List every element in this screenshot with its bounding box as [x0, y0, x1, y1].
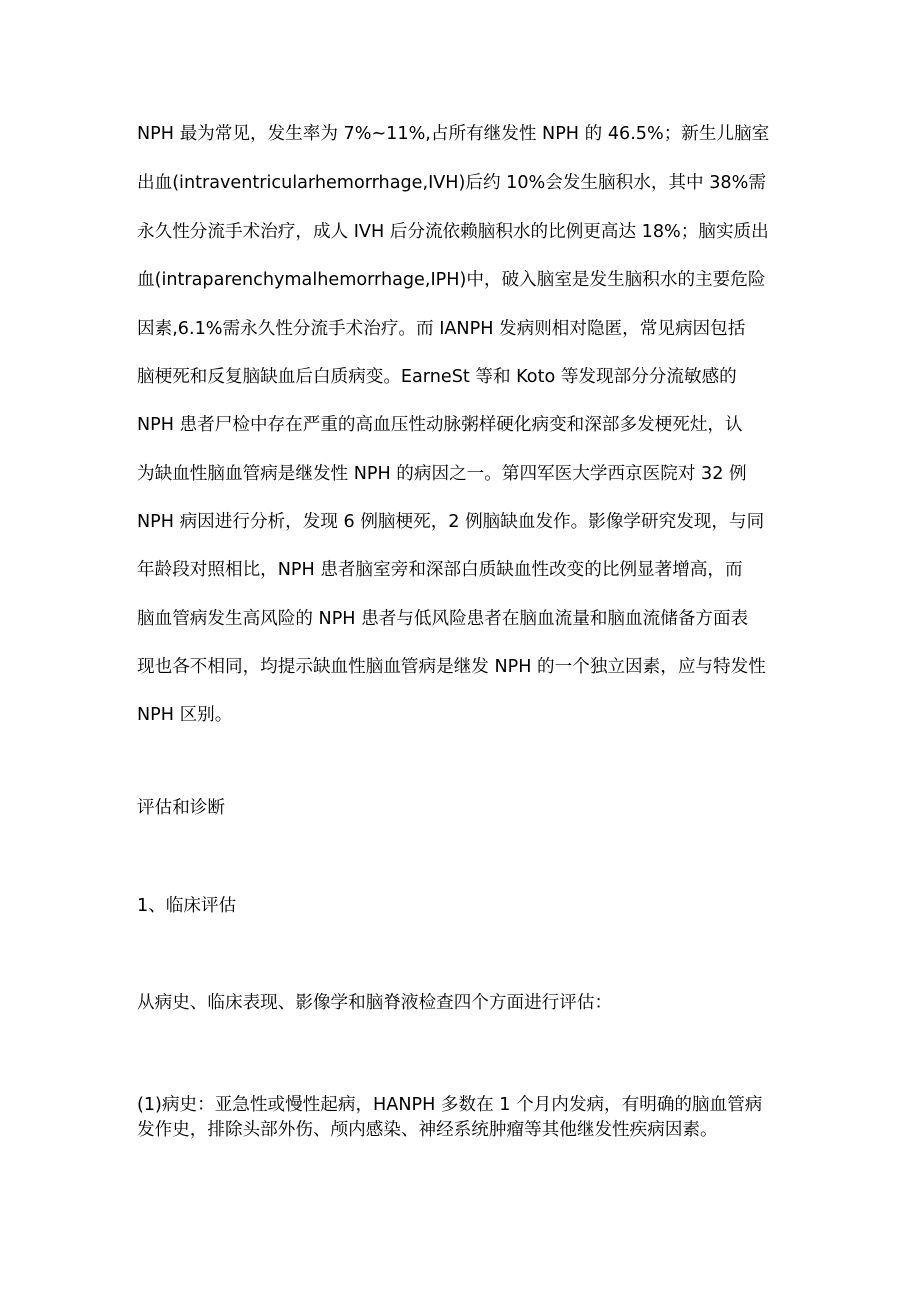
- paragraph-line: 年龄段对照相比，NPH 患者脑室旁和深部白质缺血性改变的比例显著增高，而: [137, 560, 743, 580]
- paragraph-line: 因素,6.1%需永久性分流手术治疗。而 IANPH 发病则相对隐匿，常见病因包括: [137, 319, 746, 339]
- paragraph-line: 脑梗死和反复脑缺血后白质病变。EarneSt 等和 Koto 等发现部分分流敏感的: [137, 367, 737, 387]
- list-item-line: (1)病史：亚急性或慢性起病，HANPH 多数在 1 个月内发病，有明确的脑血管病: [137, 1095, 763, 1115]
- list-item-line: 发作史，排除头部外伤、颅内感染、神经系统肿瘤等其他继发性疾病因素。: [137, 1120, 718, 1140]
- paragraph-line: NPH 病因进行分析，发现 6 例脑梗死，2 例脑缺血发作。影像学研究发现，与同: [137, 512, 765, 532]
- paragraph-line: NPH 患者尸检中存在严重的高血压性动脉粥样硬化病变和深部多发梗死灶，认: [137, 415, 743, 435]
- paragraph-line: 永久性分流手术治疗，成人 IVH 后分流依赖脑积水的比例更高达 18%；脑实质出: [137, 222, 769, 242]
- paragraph-line: 出血(intraventricularhemorrhage,IVH)后约 10%会发生脑积水，其中 38%需: [137, 173, 766, 193]
- paragraph-line: NPH 最为常见，发生率为 7%~11%,占所有继发性 NPH 的 46.5%；新生儿脑室: [137, 124, 770, 144]
- paragraph-line: 脑血管病发生高风险的 NPH 患者与低风险患者在脑血流量和脑血流储备方面表: [137, 609, 749, 629]
- section-heading: 评估和诊断: [137, 798, 225, 818]
- paragraph-line: NPH 区别。: [137, 705, 233, 725]
- paragraph-line: 血(intraparenchymalhemorrhage,IPH)中，破入脑室是发生脑积水的主要危险: [137, 270, 766, 290]
- subsection-heading: 1、临床评估: [137, 896, 237, 916]
- paragraph-line: 为缺血性脑血管病是继发性 NPH 的病因之一。第四军医大学西京医院对 32 例: [137, 464, 747, 484]
- intro-sentence: 从病史、临床表现、影像学和脑脊液检查四个方面进行评估：: [137, 993, 613, 1013]
- paragraph-line: 现也各不相同，均提示缺血性脑血管病是继发 NPH 的一个独立因素，应与特发性: [137, 657, 766, 677]
